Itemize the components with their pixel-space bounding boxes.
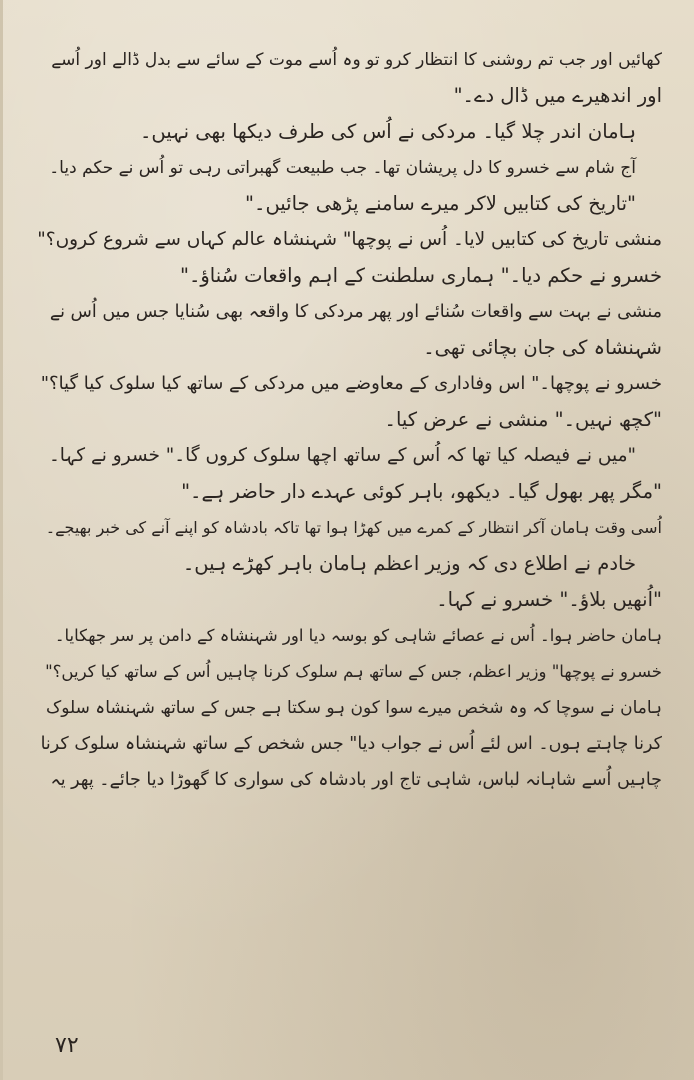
text-line: "کچھ نہیں۔" منشی نے عرض کیا۔ (384, 408, 662, 431)
text-line: کرنا چاہتے ہوں۔ اس لئے اُس نے جواب دیا" جس شخص کے ساتھ شہنشاہ سلوک کرنا (40, 734, 662, 754)
page-number: ۷۲ (55, 1033, 79, 1058)
text-line: چاہیں اُسے شاہانہ لباس، شاہی تاج اور بادشاہ کی سواری کا گھوڑا دیا جائے۔ پھر یہ (50, 770, 662, 790)
text-line: ہامان اندر چلا گیا۔ مردکی نے اُس کی طرف دیکھا بھی نہیں۔ (140, 120, 636, 143)
text-line: خسرو نے پوچھا۔" اس وفاداری کے معاوضے میں مردکی کے ساتھ کیا سلوک کیا گیا؟" (40, 373, 662, 394)
text-line: ہامان حاضر ہوا۔ اُس نے عصائے شاہی کو بوسہ دیا اور شہنشاہ کے دامن پر سر جھکایا۔ (54, 626, 662, 645)
text-line: ہامان نے سوچا کہ وہ شخص میرے سوا کون ہو سکتا ہے جس کے ساتھ شہنشاہ سلوک (46, 698, 662, 718)
text-line: منشی تاریخ کی کتابیں لایا۔ اُس نے پوچھا" شہنشاہ عالم کہاں سے شروع کروں؟" (37, 229, 662, 250)
text-line: "میں نے فیصلہ کیا تھا کہ اُس کے ساتھ اچھا سلوک کروں گا۔" خسرو نے کہا۔ (48, 445, 636, 466)
text-line: خسرو نے حکم دیا۔" ہماری سلطنت کے اہم واقعات سُناؤ۔" (179, 264, 662, 287)
text-line: "مگر پھر بھول گیا۔ دیکھو، باہر کوئی عہدے دار حاضر ہے۔" (181, 480, 662, 503)
text-line: "اُنھیں بلاؤ۔" خسرو نے کہا۔ (436, 588, 662, 611)
text-line: خسرو نے پوچھا" وزیر اعظم، جس کے ساتھ ہم سلوک کرنا چاہیں اُس کے ساتھ کیا کریں؟" (45, 662, 662, 681)
text-line: کھائیں اور جب تم روشنی کا انتظار کرو تو وہ اُسے موت کے سائے سے بدل ڈالے اور اُسے (51, 50, 662, 70)
text-line: شہنشاہ کی جان بچائی تھی۔ (423, 336, 662, 359)
text-line: اور اندھیرے میں ڈال دے۔" (453, 84, 662, 107)
text-line: "تاریخ کی کتابیں لاکر میرے سامنے پڑھی جائیں۔" (245, 192, 636, 215)
text-line: منشی نے بہت سے واقعات سُنائے اور پھر مردکی کا واقعہ بھی سُنایا جس میں اُس نے (49, 302, 662, 322)
text-line: خادم نے اطلاع دی کہ وزیر اعظم ہامان باہر کھڑے ہیں۔ (182, 552, 636, 575)
page-text (37, 42, 662, 798)
text-line: آج شام سے خسرو کا دل پریشان تھا۔ جب طبیعت گھبراتی رہی تو اُس نے حکم دیا۔ (49, 158, 636, 178)
text-line: اُسی وقت ہامان آکر انتظار کے کمرے میں کھڑا ہوا تھا تاکہ بادشاہ کو اپنے آنے کی خبر بھیجے۔ (45, 518, 662, 537)
